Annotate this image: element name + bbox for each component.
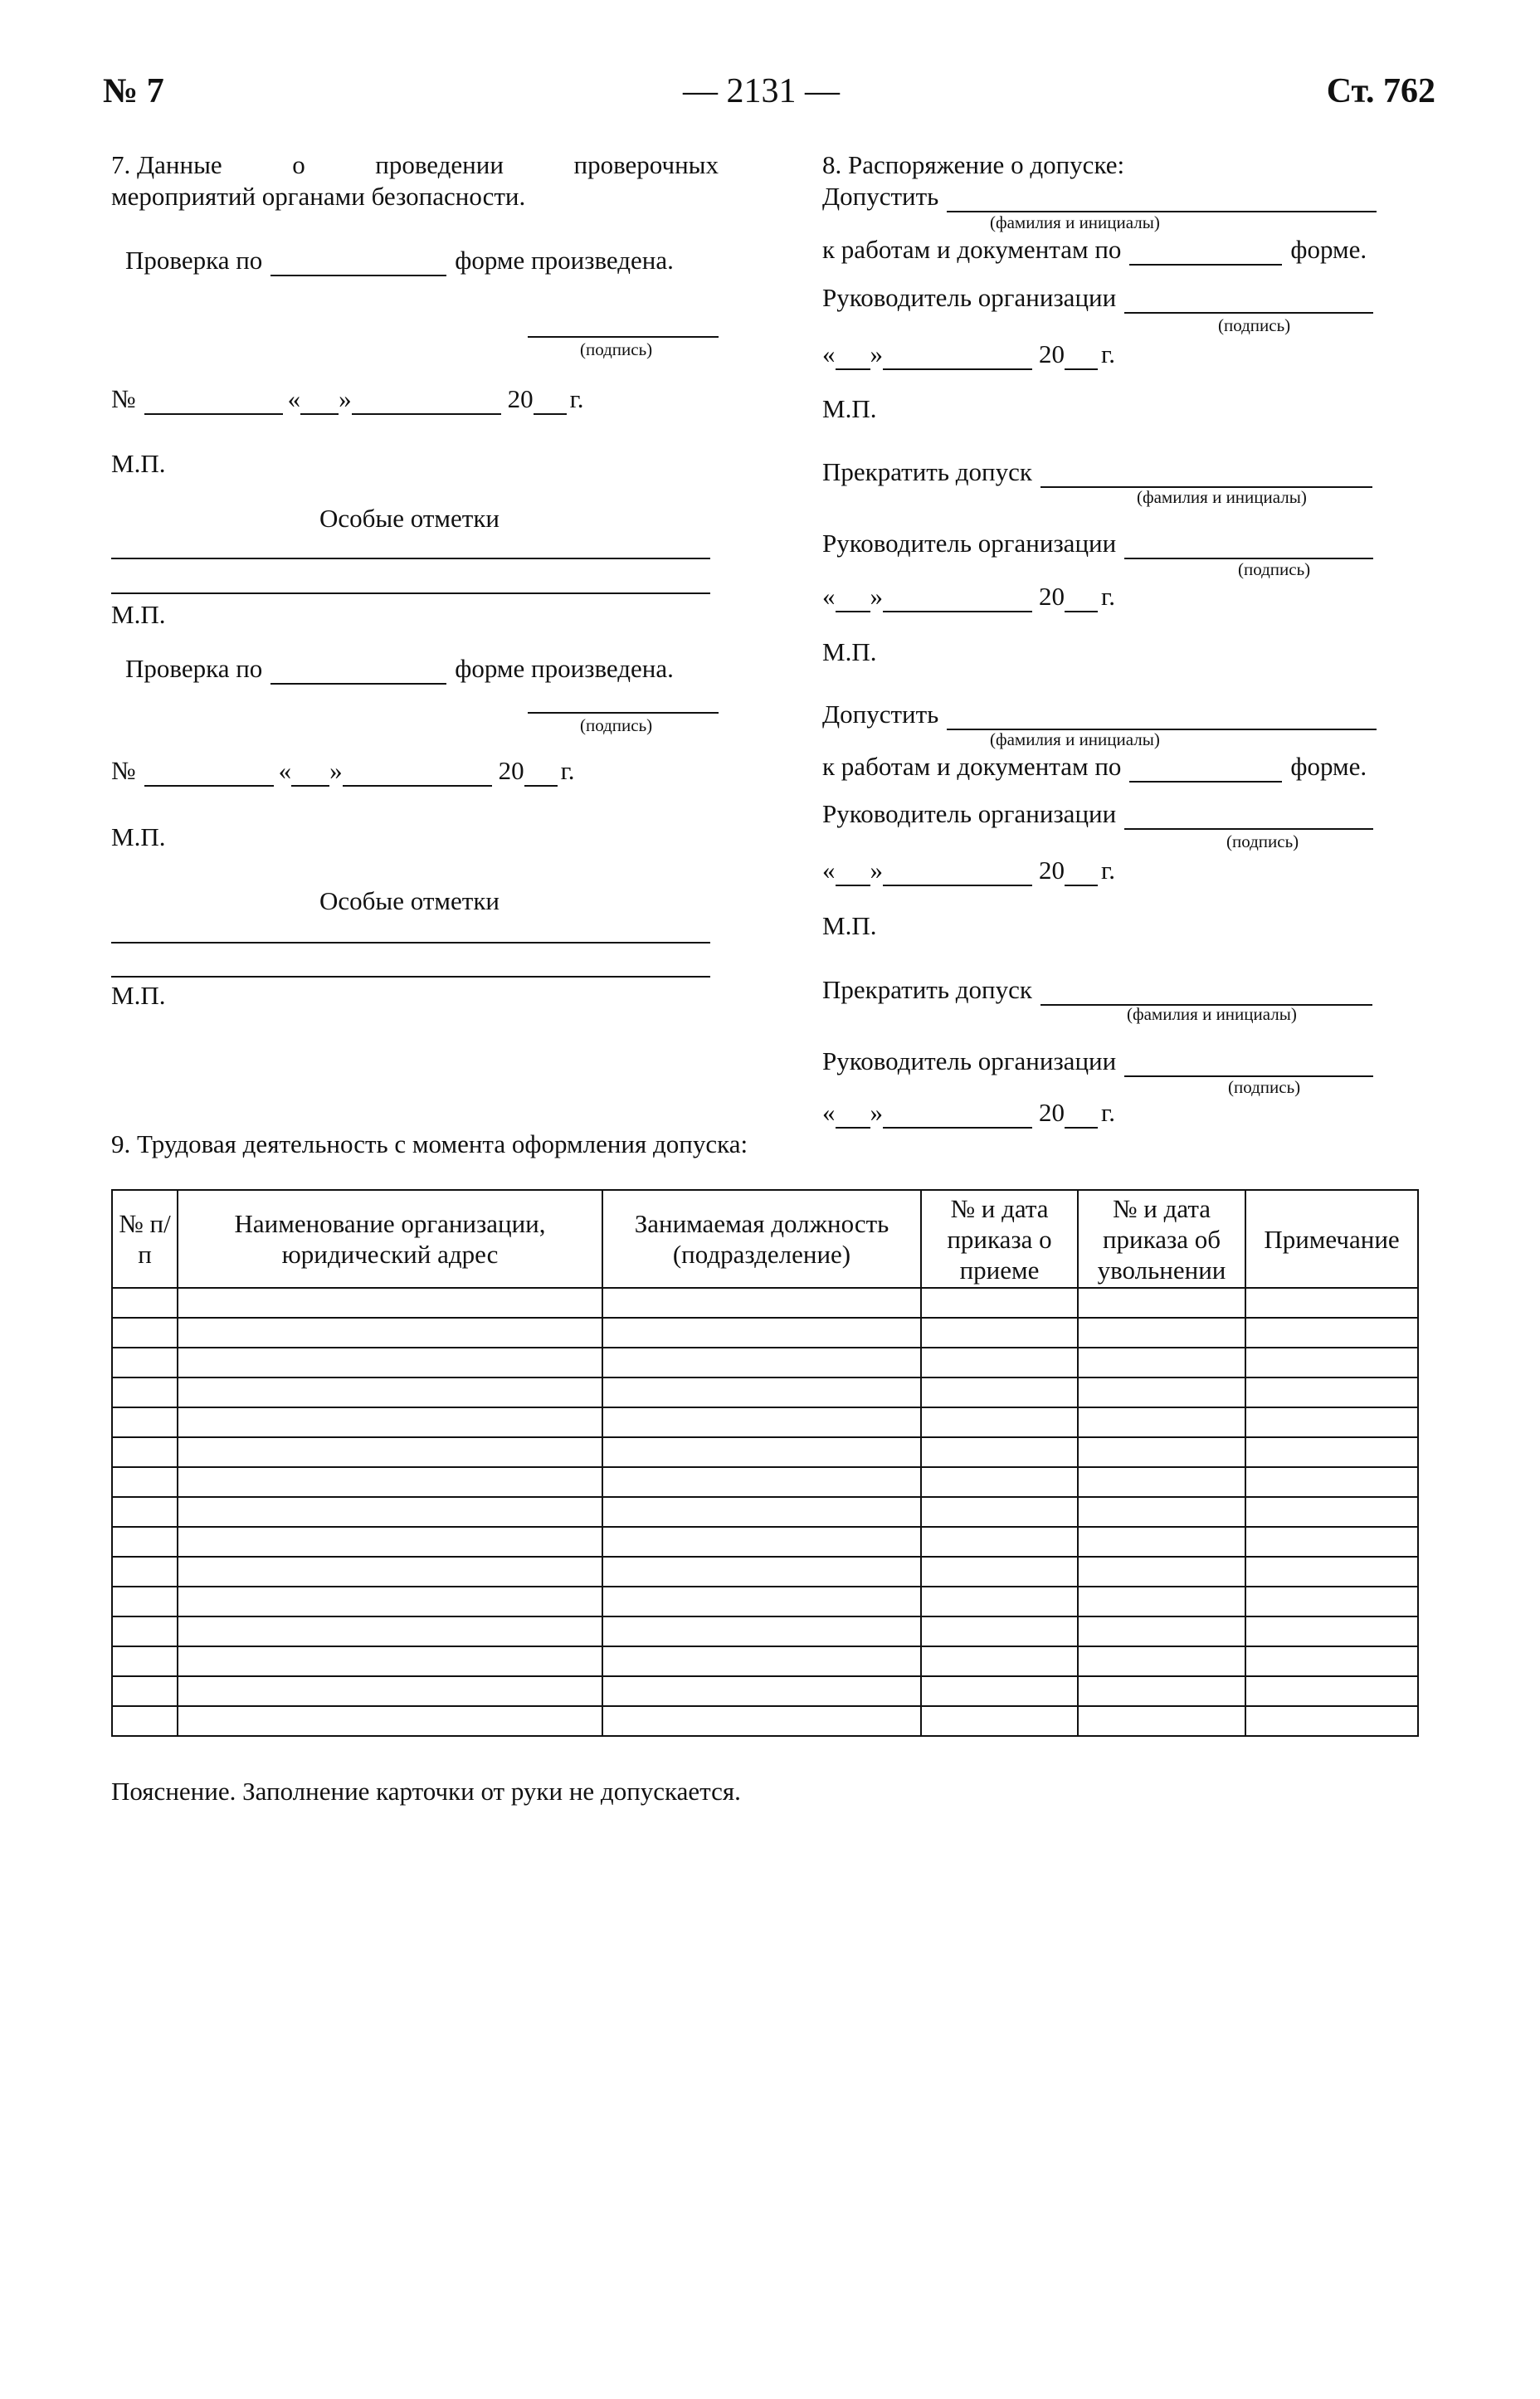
- signature-line: [528, 712, 719, 714]
- date-line-3: « » 20 г.: [822, 856, 1115, 885]
- stamp-label: М.П.: [822, 637, 877, 666]
- table-cell: [178, 1676, 602, 1706]
- table-cell: [112, 1467, 178, 1497]
- name-hint: (фамилия и инициалы): [990, 212, 1160, 232]
- table-cell: [921, 1527, 1078, 1557]
- table-cell: [921, 1706, 1078, 1736]
- table-cell: [921, 1676, 1078, 1706]
- table-cell: [602, 1676, 921, 1706]
- table-cell: [178, 1437, 602, 1467]
- article-number: Ст. 762: [1326, 72, 1435, 110]
- head-line-2: Руководитель организации: [822, 528, 1373, 559]
- table-cell: [1078, 1467, 1245, 1497]
- notes-line: [111, 942, 710, 944]
- table-cell: [921, 1646, 1078, 1676]
- table-cell: [178, 1407, 602, 1437]
- stamp-label: М.П.: [822, 394, 877, 423]
- table-row: [112, 1706, 1418, 1736]
- name-hint: (фамилия и инициалы): [1127, 1004, 1297, 1024]
- terminate-line-1: Прекратить допуск: [822, 456, 1372, 488]
- table-cell: [1245, 1557, 1418, 1587]
- check-line-2: Проверка по форме произведена.: [125, 654, 674, 683]
- table-cell: [921, 1288, 1078, 1318]
- table-cell: [112, 1318, 178, 1348]
- table-cell: [178, 1497, 602, 1527]
- table-cell: [112, 1288, 178, 1318]
- table-cell: [602, 1646, 921, 1676]
- table-row: [112, 1557, 1418, 1587]
- notes-line: [111, 976, 710, 978]
- head-line-4: Руководитель организации: [822, 1046, 1373, 1077]
- table-cell: [921, 1497, 1078, 1527]
- works-line-1: к работам и документам по форме.: [822, 235, 1367, 264]
- name-hint: (фамилия и инициалы): [1137, 487, 1307, 507]
- table-cell: [112, 1587, 178, 1616]
- section7-title-line1: 7. Данные о проведении проверочных: [111, 150, 719, 179]
- registration-line-2: № « » 20 г.: [111, 756, 575, 785]
- table-cell: [602, 1437, 921, 1467]
- table-cell: [178, 1557, 602, 1587]
- table-row: [112, 1318, 1418, 1348]
- stamp-label: М.П.: [111, 981, 166, 1010]
- table-cell: [1245, 1706, 1418, 1736]
- table-cell: [112, 1407, 178, 1437]
- table-cell: [1245, 1527, 1418, 1557]
- table-cell: [1245, 1497, 1418, 1527]
- table-cell: [1245, 1467, 1418, 1497]
- table-cell: [1245, 1348, 1418, 1377]
- signature-line: [528, 336, 719, 338]
- table-cell: [602, 1318, 921, 1348]
- date-line-2: « » 20 г.: [822, 582, 1115, 611]
- table-cell: [112, 1437, 178, 1467]
- notes-line: [111, 558, 710, 559]
- table-cell: [1078, 1377, 1245, 1407]
- table-cell: [602, 1527, 921, 1557]
- terminate-line-2: Прекратить допуск: [822, 974, 1372, 1006]
- table-cell: [112, 1646, 178, 1676]
- table-cell: [921, 1318, 1078, 1348]
- table-cell: [602, 1616, 921, 1646]
- table-cell: [112, 1676, 178, 1706]
- table-cell: [178, 1616, 602, 1646]
- table-cell: [178, 1288, 602, 1318]
- table-cell: [178, 1318, 602, 1348]
- table-cell: [602, 1288, 921, 1318]
- date-line-1: « » 20 г.: [822, 339, 1115, 368]
- table-cell: [921, 1587, 1078, 1616]
- table-cell: [1245, 1377, 1418, 1407]
- table-cell: [1078, 1587, 1245, 1616]
- notes-line: [111, 592, 710, 594]
- table-cell: [602, 1377, 921, 1407]
- table-cell: [178, 1467, 602, 1497]
- column-header: Примечание: [1245, 1190, 1418, 1288]
- table-row: [112, 1527, 1418, 1557]
- table-row: [112, 1616, 1418, 1646]
- signature-hint: (подпись): [580, 339, 653, 359]
- admit-line-1: Допустить: [822, 181, 1377, 212]
- table-cell: [1078, 1288, 1245, 1318]
- registration-line-1: № « » 20 г.: [111, 384, 584, 413]
- table-cell: [602, 1557, 921, 1587]
- table-row: [112, 1497, 1418, 1527]
- table-cell: [1245, 1587, 1418, 1616]
- table-cell: [1078, 1437, 1245, 1467]
- table-cell: [602, 1348, 921, 1377]
- table-cell: [1245, 1616, 1418, 1646]
- form-blank: [270, 250, 446, 276]
- table-cell: [112, 1497, 178, 1527]
- stamp-label: М.П.: [822, 911, 877, 940]
- form-blank: [270, 658, 446, 685]
- table-cell: [921, 1348, 1078, 1377]
- section9-title: 9. Трудовая деятельность с момента оформления допуска:: [111, 1129, 748, 1158]
- table-row: [112, 1587, 1418, 1616]
- name-hint: (фамилия и инициалы): [990, 729, 1160, 749]
- column-header: Занимаемая должность (подразделение): [602, 1190, 921, 1288]
- table-cell: [602, 1467, 921, 1497]
- signature-hint: (подпись): [580, 715, 653, 735]
- table-cell: [1078, 1616, 1245, 1646]
- table-row: [112, 1407, 1418, 1437]
- table-cell: [178, 1377, 602, 1407]
- table-cell: [112, 1706, 178, 1736]
- table-header-row: [112, 1190, 1418, 1288]
- employment-table: [111, 1189, 1419, 1737]
- table-cell: [921, 1557, 1078, 1587]
- head-line-3: Руководитель организации: [822, 798, 1373, 830]
- table-cell: [112, 1527, 178, 1557]
- table-row: [112, 1646, 1418, 1676]
- table-cell: [921, 1437, 1078, 1467]
- table-cell: [1078, 1557, 1245, 1587]
- table-cell: [178, 1587, 602, 1616]
- section7-title-line2: мероприятий органами безопасности.: [111, 182, 526, 211]
- stamp-label: М.П.: [111, 822, 166, 851]
- table-cell: [602, 1706, 921, 1736]
- stamp-label: М.П.: [111, 600, 166, 629]
- table-cell: [1245, 1676, 1418, 1706]
- table-cell: [112, 1557, 178, 1587]
- admit-line-2: Допустить: [822, 699, 1377, 730]
- signature-hint: (подпись): [1218, 315, 1291, 335]
- special-notes-title: Особые отметки: [319, 504, 500, 533]
- table-cell: [178, 1527, 602, 1557]
- works-line-2: к работам и документам по форме.: [822, 752, 1367, 781]
- head-line-1: Руководитель организации: [822, 282, 1373, 314]
- column-header: № п/п: [112, 1190, 178, 1288]
- table-cell: [602, 1407, 921, 1437]
- table-cell: [1245, 1407, 1418, 1437]
- stamp-label: М.П.: [111, 449, 166, 478]
- table-row: [112, 1288, 1418, 1318]
- signature-hint: (подпись): [1238, 559, 1311, 579]
- name-blank: [947, 186, 1377, 212]
- table-cell: [1245, 1318, 1418, 1348]
- column-header: № и дата приказа о приеме: [921, 1190, 1078, 1288]
- table-cell: [1245, 1437, 1418, 1467]
- signature-hint: (подпись): [1226, 831, 1299, 851]
- section8-title: 8. Распоряжение о допуске:: [822, 150, 1125, 179]
- table-cell: [1078, 1407, 1245, 1437]
- table-cell: [1078, 1676, 1245, 1706]
- table-row: [112, 1467, 1418, 1497]
- table-cell: [921, 1407, 1078, 1437]
- table-row: [112, 1676, 1418, 1706]
- table-cell: [1078, 1646, 1245, 1676]
- table-cell: [1078, 1497, 1245, 1527]
- check-line-1: Проверка по форме произведена.: [125, 246, 674, 275]
- table-cell: [1078, 1348, 1245, 1377]
- table-cell: [921, 1616, 1078, 1646]
- table-row: [112, 1377, 1418, 1407]
- table-cell: [112, 1377, 178, 1407]
- table-cell: [112, 1348, 178, 1377]
- special-notes-title: Особые отметки: [319, 886, 500, 915]
- table-cell: [602, 1497, 921, 1527]
- date-line-4: « » 20 г.: [822, 1098, 1115, 1127]
- issue-number: № 7: [103, 72, 164, 110]
- table-cell: [1078, 1706, 1245, 1736]
- table-row: [112, 1437, 1418, 1467]
- table-cell: [602, 1587, 921, 1616]
- column-header: Наименование организации, юридический адрес: [178, 1190, 602, 1288]
- page-number: — 2131 —: [683, 72, 840, 110]
- table-cell: [921, 1377, 1078, 1407]
- footnote: Пояснение. Заполнение карточки от руки не допускается.: [111, 1777, 741, 1806]
- column-header: № и дата приказа об увольнении: [1078, 1190, 1245, 1288]
- table-cell: [1245, 1646, 1418, 1676]
- table-cell: [178, 1706, 602, 1736]
- table-cell: [112, 1616, 178, 1646]
- table-cell: [178, 1646, 602, 1676]
- table-cell: [1245, 1288, 1418, 1318]
- table-cell: [178, 1348, 602, 1377]
- table-cell: [1078, 1318, 1245, 1348]
- signature-hint: (подпись): [1228, 1077, 1301, 1097]
- table-cell: [921, 1467, 1078, 1497]
- table-cell: [1078, 1527, 1245, 1557]
- table-row: [112, 1348, 1418, 1377]
